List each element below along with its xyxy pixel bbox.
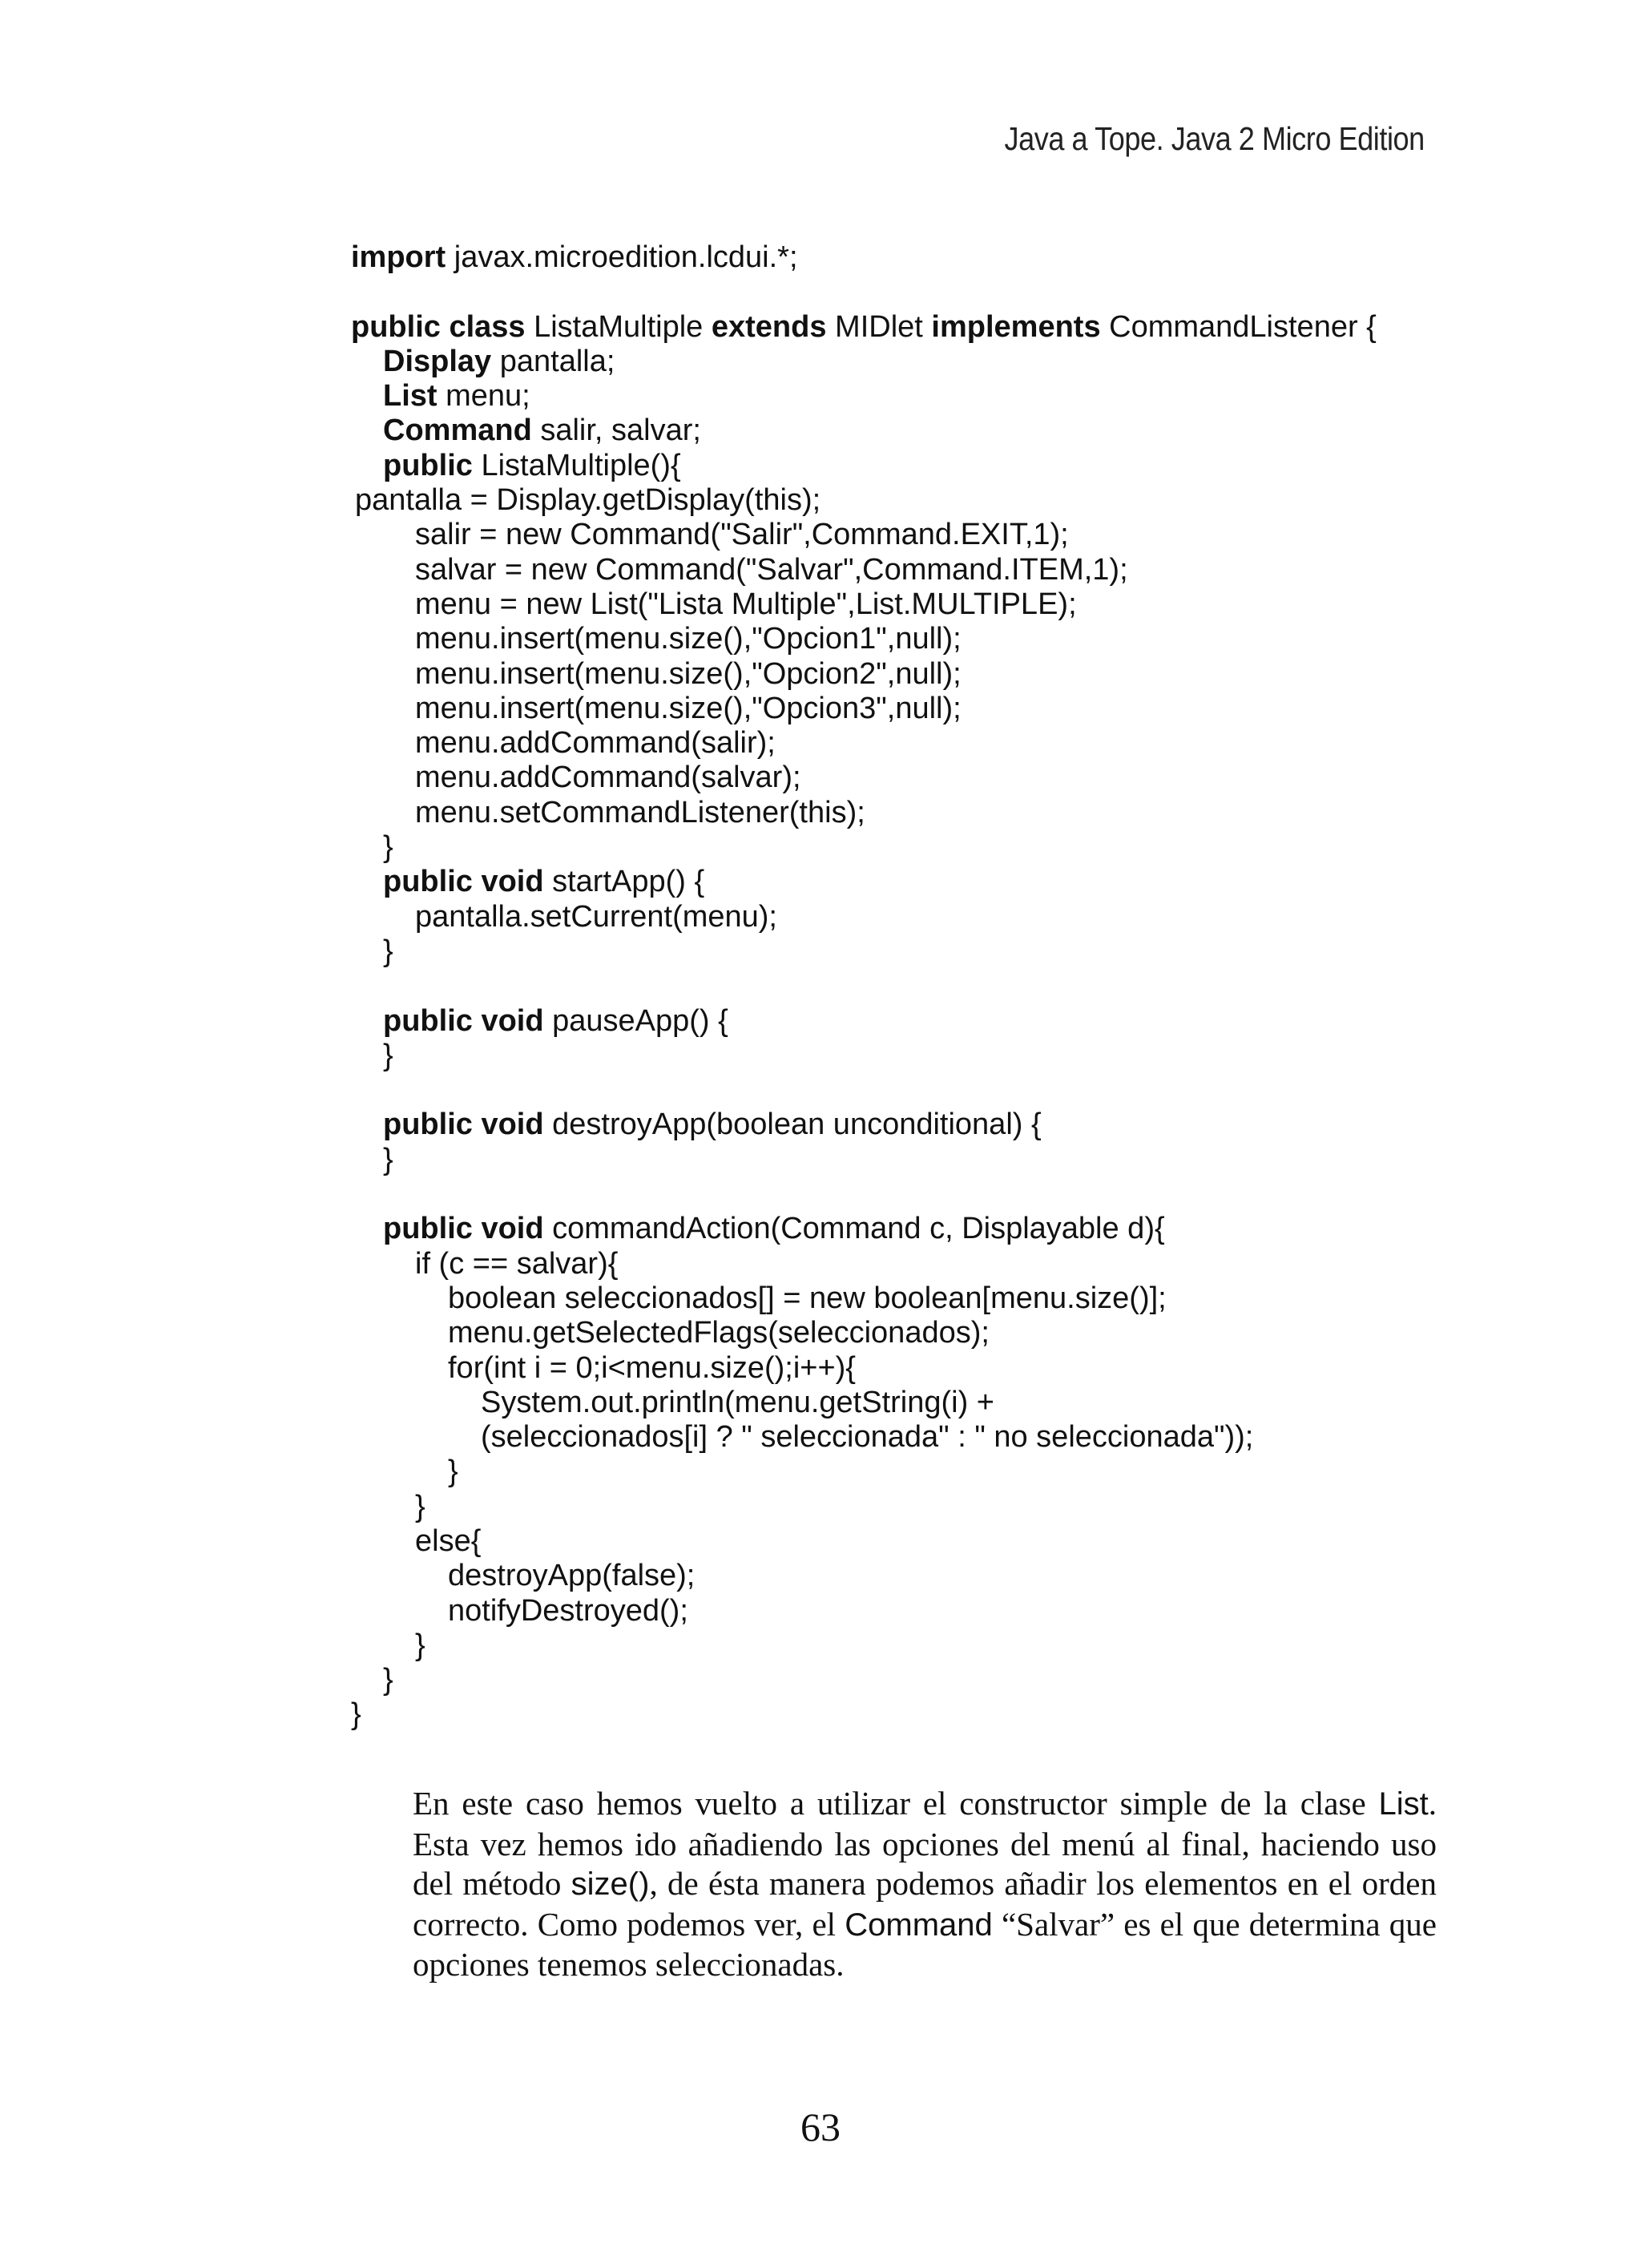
code-line <box>351 379 1489 414</box>
code-text: ListaMultiple(){ <box>472 448 681 482</box>
code-blank-line <box>351 969 1489 1003</box>
code-keyword: Command <box>383 414 532 448</box>
paragraph-text: En este caso hemos vuelto a utilizar el constructor simple de la clase <box>413 1785 1379 1822</box>
code-line: pantalla = Display.getDisplay(this); <box>355 483 821 518</box>
code-listing <box>351 240 1489 1733</box>
code-line: } <box>383 1142 393 1176</box>
code-line: } <box>383 1038 393 1072</box>
code-text: MIDlet <box>826 309 932 344</box>
code-line: notifyDestroyed(); <box>448 1593 688 1628</box>
code-line: for(int i = 0;i<menu.size();i++){ <box>448 1350 856 1385</box>
code-line: } <box>415 1489 425 1523</box>
code-keyword: public class <box>351 309 526 344</box>
code-keyword: import <box>351 240 446 274</box>
code-line: menu.setCommandListener(this); <box>415 795 865 829</box>
code-text: menu; <box>437 379 530 414</box>
inline-code: size() <box>571 1866 650 1903</box>
code-line: pantalla.setCurrent(menu); <box>415 899 777 934</box>
paragraph-text: . Esta vez hemos ido añadiendo las opciones del menú al final, haciendo uso del método <box>413 1785 1437 1903</box>
code-line: else{ <box>415 1523 482 1558</box>
code-blank-line <box>351 275 1489 309</box>
code-line <box>351 1212 1489 1246</box>
code-line: } <box>448 1455 458 1489</box>
code-line: menu.insert(menu.size(),"Opcion1",null); <box>415 622 962 656</box>
code-keyword: public <box>383 448 473 482</box>
code-text: CommandListener { <box>1100 309 1377 344</box>
code-keyword: Display <box>383 344 492 378</box>
code-line <box>351 865 1489 899</box>
code-text: destroyApp(boolean unconditional) { <box>543 1108 1042 1142</box>
code-keyword: extends <box>711 309 827 344</box>
code-text: commandAction(Command c, Displayable d){ <box>543 1212 1165 1246</box>
code-keyword: List <box>383 379 437 414</box>
code-line <box>351 345 1489 379</box>
code-keyword: public void <box>383 865 544 899</box>
code-line <box>351 414 1489 448</box>
code-keyword: implements <box>931 309 1101 344</box>
code-keyword: public void <box>383 1212 544 1246</box>
code-line: salir = new Command("Salir",Command.EXIT,1); <box>415 518 1069 552</box>
code-line: } <box>383 934 393 968</box>
code-line <box>351 240 1489 275</box>
code-line: if (c == salvar){ <box>415 1246 619 1281</box>
code-line: destroyApp(false); <box>448 1559 696 1593</box>
inline-code: Command <box>845 1907 993 1943</box>
code-line <box>351 449 1489 483</box>
code-text: pauseApp() { <box>543 1003 728 1038</box>
code-line: } <box>383 1663 393 1697</box>
code-keyword: public void <box>383 1108 544 1142</box>
code-line: System.out.println(menu.getString(i) + <box>481 1385 994 1419</box>
paragraph-text: “Salvar” es el que determina que opciones tenemos seleccionadas. <box>413 1905 1437 1983</box>
code-text: pantalla; <box>491 344 615 378</box>
code-blank-line <box>351 1073 1489 1108</box>
body-paragraph <box>413 1784 1437 1985</box>
code-line: } <box>351 1697 361 1732</box>
inline-code: List <box>1378 1786 1429 1822</box>
code-line: menu.getSelectedFlags(seleccionados); <box>448 1316 990 1350</box>
code-keyword: public void <box>383 1003 544 1038</box>
code-blank-line <box>351 1177 1489 1212</box>
code-line: menu.addCommand(salir); <box>415 726 776 761</box>
code-line: } <box>415 1628 425 1662</box>
code-line <box>351 1108 1489 1142</box>
code-line: menu = new List("Lista Multiple",List.MULTIPLE); <box>415 587 1077 621</box>
code-line <box>351 1004 1489 1039</box>
code-line: } <box>383 830 393 865</box>
code-line: salvar = new Command("Salvar",Command.ITEM,1); <box>415 552 1128 587</box>
code-line: menu.addCommand(salvar); <box>415 761 801 795</box>
code-text: javax.microedition.lcdui.*; <box>446 240 798 274</box>
code-line: menu.insert(menu.size(),"Opcion3",null); <box>415 691 962 725</box>
code-line: (seleccionados[i] ? " seleccionada" : " no seleccionada")); <box>481 1420 1254 1455</box>
code-text: startApp() { <box>543 865 705 899</box>
running-header: Java a Tope. Java 2 Micro Edition <box>1004 120 1425 157</box>
code-line: boolean seleccionados[] = new boolean[menu.size()]; <box>448 1281 1167 1315</box>
code-text: ListaMultiple <box>525 309 712 344</box>
code-line: menu.insert(menu.size(),"Opcion2",null); <box>415 656 962 691</box>
code-line <box>351 310 1489 345</box>
paragraph-text: , de ésta manera podemos añadir los elementos en el orden correcto. Como podemos ver, el <box>413 1865 1437 1943</box>
page-number: 63 <box>800 2105 841 2149</box>
code-text: salir, salvar; <box>531 414 701 448</box>
